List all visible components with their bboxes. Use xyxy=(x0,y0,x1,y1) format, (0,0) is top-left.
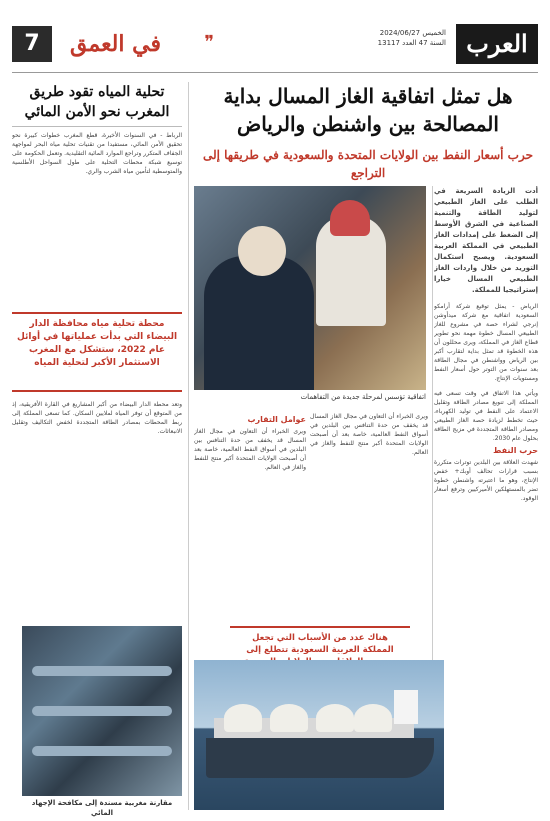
main-article-body-3: ويرى الخبراء أن التعاون في مجال الغاز المسال قد يخفف من حدة التنافس بين البلدين في أسواق النفط العالمية، خاصة بعد أن أصبحت الولايات المتحدة أكبر منتج للنفط والغاز في العالم. xyxy=(310,413,428,456)
photo-figure-right-head xyxy=(330,200,370,236)
speech-bubble-icon: ❞ xyxy=(204,32,214,53)
publication-info xyxy=(376,28,446,48)
pipe xyxy=(32,706,172,716)
main-headline: هل تمثل اتفاقية الغاز المسال بداية المصالحة بين واشنطن والرياض xyxy=(223,84,513,136)
main-article-subheading-2: حرب النفط xyxy=(493,446,538,455)
issue-date: الخميس 2024/06/27 xyxy=(379,29,446,37)
pull-quote: هناك عدد من الأسباب التي تجعل المملكة العربية السعودية تتطلع إلى xyxy=(230,626,410,672)
page-number: 7 xyxy=(12,26,52,62)
main-photo-caption: اتفاقية تؤسس لمرحلة جديدة من التفاهمات xyxy=(300,393,426,401)
side-article-divider xyxy=(12,126,182,127)
lng-tank xyxy=(270,704,308,732)
main-article-column-right xyxy=(434,186,538,810)
pipe xyxy=(32,666,172,676)
masthead-divider xyxy=(12,72,538,73)
main-photo xyxy=(194,186,426,390)
main-subhead: حرب أسعار النفط بين الولايات المتحدة والسعودية في طريقها إلى التراجع xyxy=(202,148,534,180)
side-article-body: الرباط - في السنوات الأخيرة، قطع المغرب خطوات كبيرة نحو تحقيق الأمن المائي، مستفيدا من تقنيات تحلية مياه البحر لمواجهة الجفاف المتكرر وتراجع الموارد المائية التقليدية. وتعمل الحكومة على توسيع شبكة محطات التحلية على طول السواحل الأطلسية والمتوسطية لتأمين مياه الشرب والري. xyxy=(12,132,182,175)
lng-tank xyxy=(354,704,392,732)
column-divider xyxy=(188,82,189,810)
tanker-hull xyxy=(206,738,434,778)
side-article xyxy=(12,82,182,327)
pipe xyxy=(32,746,172,756)
side-article-column xyxy=(12,400,182,620)
side-article-quote xyxy=(12,312,182,392)
masthead xyxy=(12,24,538,70)
main-article-body-2: ويأتي هذا الاتفاق في وقت تسعى فيه المملكة إلى تنويع مصادر الطاقة وتقليل الاعتماد على النفط في توليد الكهرباء، حيث تخطط لزيادة حصة الغاز الطبيعي ومصادر الطاقة المتجددة في مزيج الطاقة بحلول عام 2030. xyxy=(434,390,538,442)
tanker-bridge xyxy=(394,690,418,724)
desalination-photo-caption: مقارنة مغربية مسندة إلى مكافحة الإجهاد المائي xyxy=(31,799,173,817)
main-article-column-mid xyxy=(310,412,428,652)
tanker-photo xyxy=(194,660,444,810)
main-article-lead: أدت الزيادة السريعة في الطلب على الغاز الطبيعي لتوليد الطاقة والتنمية الصناعية في الشرق الأوسط إلى الضغط على إمدادات الغاز الطبيعي في المملكة العربية السعودية. ويصبح استكمال التوريد من خلال واردات الغاز الطبيعي المسال خيارا إستراتيجيا للمملكة. xyxy=(434,187,538,294)
main-article-body-4: شهدت العلاقة بين البلدين توترات متكررة بسبب قرارات تحالف أوبك+ خفض الإنتاج، وهو ما اعتبرته واشنطن خطوة تضر بالمستهلكين الأميركيين وترفع أسعار الوقود. xyxy=(434,459,538,502)
photo-figure-left-head xyxy=(238,226,286,276)
issue-number: السنة 47 العدد 13117 xyxy=(377,39,446,47)
desalination-photo xyxy=(22,626,182,796)
newspaper-logo: العرب xyxy=(456,24,538,64)
lng-tank xyxy=(316,704,354,732)
main-article-body-1: الرياض - يمثل توقيع شركة أرامكو السعودية اتفاقية مع شركة ميدأوشن إنرجي لشراء حصة في مشروع للغاز الطبيعي المسال خطوة مهمة نحو تطوير قطاع الغاز في المملكة، ويرى محللون أن هذه الخطوة قد تمثل بداية لتقارب أكبر بين الرياض وواشنطن في مجال الطاقة بعد سنوات من التوتر حول أسعار النفط ومستويات الإنتاج. xyxy=(434,303,538,382)
side-article-title: تحلية المياه تقود طريق المغرب نحو الأمن المائي xyxy=(24,84,170,120)
section-title: في العمق xyxy=(70,31,162,57)
lng-tank xyxy=(224,704,262,732)
photo-figure-left xyxy=(204,256,314,390)
main-article-body-3b: ويرى الخبراء أن التعاون في مجال الغاز المسال قد يخفف من حدة التنافس بين البلدين في أسواق النفط العالمية، خاصة بعد أن أصبحت الولايات المتحدة أكبر منتج للنفط والغاز في العالم. xyxy=(194,428,306,471)
main-article-subheading: عوامل التقارب xyxy=(247,415,306,424)
side-article-body-2: وتعد محطة الدار البيضاء من أكبر المشاريع في القارة الأفريقية، إذ من المتوقع أن توفر المياه لملايين السكان. كما تسعى المملكة إلى ربط المحطات بمصادر الطاقة المتجددة لخفض التكاليف وتقليل الانبعاثات. xyxy=(12,401,182,435)
main-article-column-left xyxy=(194,412,306,652)
side-quote-text: محطة تحلية مياه محافظة الدار البيضاء التي بدأت عملياتها في أوائل عام 2022، ستشكل مع المغرب الاستثمار الأكبر لتحلية المياه xyxy=(16,319,178,368)
